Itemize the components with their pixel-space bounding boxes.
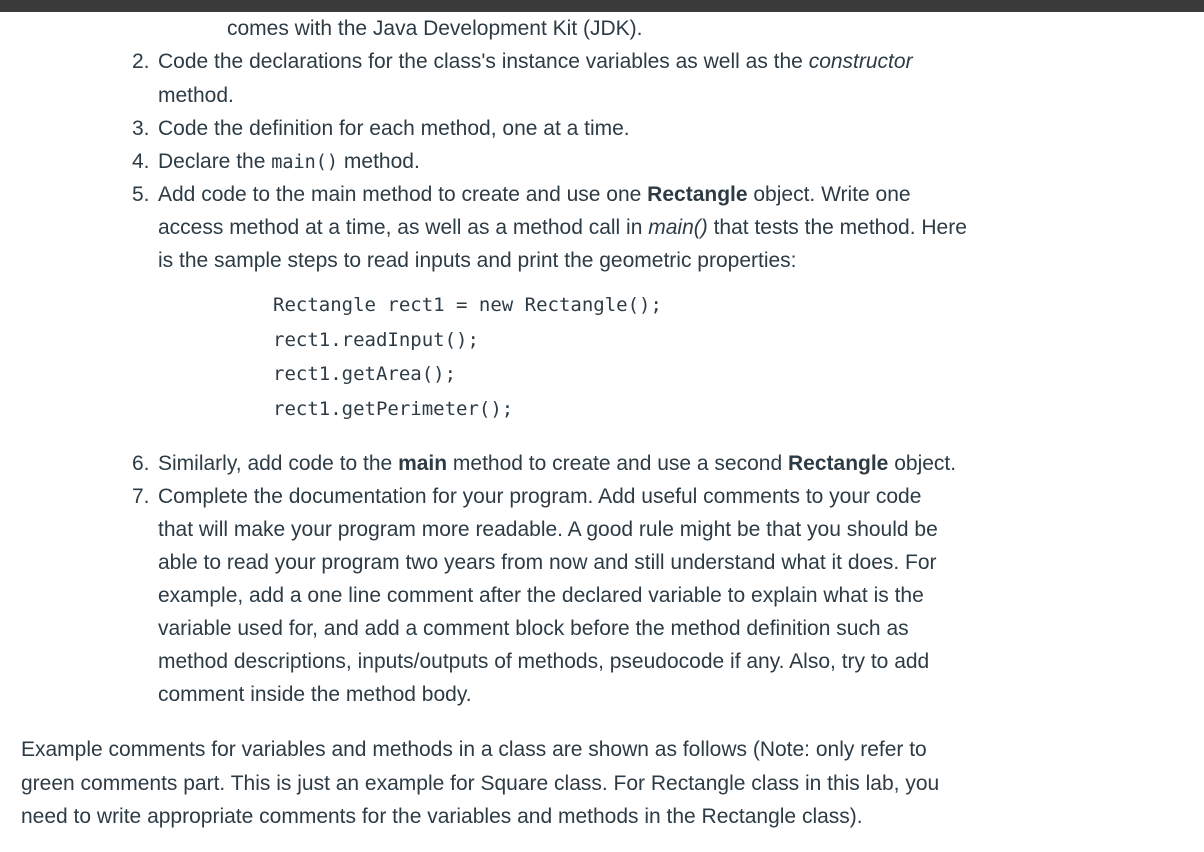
list-item-5-line-1	[158, 178, 911, 211]
list-item-5-text-post: object. Write one	[747, 183, 911, 206]
list-item-6-line-1	[158, 447, 956, 480]
list-item-7-line: example, add a one line comment after the declared variable to explain what is the	[158, 584, 924, 607]
code-line: Rectangle rect1 = new Rectangle();	[273, 294, 662, 316]
list-item-7-line: comment inside the method body.	[158, 683, 472, 706]
list-item-6-bold-rectangle: Rectangle	[788, 452, 889, 475]
top-bar	[0, 0, 1204, 12]
paragraph-line: need to write appropriate comments for the variables and methods in the Rectangle class).	[21, 805, 863, 828]
list-item-7-number: 7.	[132, 485, 150, 508]
code-line: rect1.getPerimeter();	[273, 398, 514, 420]
list-item-7-line: able to read your program two years from now and still understand what it does. For	[158, 551, 937, 574]
list-item-2-text: Code the declarations for the class's instance variables as well as the	[158, 50, 809, 73]
inline-code-main: main()	[271, 152, 339, 173]
list-item-2-line-2: method.	[158, 84, 234, 107]
list-item-7-line: method descriptions, inputs/outputs of methods, pseudocode if any. Also, try to add	[158, 650, 930, 673]
list-item-5-line-2-text: access method at a time, as well as a method call in	[158, 216, 649, 239]
list-item-5-text: Add code to the main method to create and use one	[158, 183, 648, 206]
list-item-2-line-1	[158, 45, 913, 78]
list-item-4-line-1	[158, 145, 420, 179]
list-item-5-line-2-text-post: that tests the method. Here	[707, 216, 967, 239]
list-item-2-number: 2.	[132, 50, 150, 73]
list-item-6-text-mid: method to create and use a second	[447, 452, 788, 475]
paragraph-line: green comments part. This is just an example for Square class. For Rectangle class in this lab, you	[21, 772, 940, 795]
list-item-1-continuation: comes with the Java Development Kit (JDK).	[227, 17, 643, 40]
list-item-4-text-pre: Declare the	[158, 150, 272, 173]
list-item-7-line: variable used for, and add a comment block before the method definition such as	[158, 617, 909, 640]
list-item-3-line-1: Code the definition for each method, one at a time.	[158, 117, 630, 140]
list-item-3-number: 3.	[132, 117, 150, 140]
list-item-4-number: 4.	[132, 150, 150, 173]
list-item-2-emphasis: constructor	[808, 50, 913, 73]
list-item-6-text-post: object.	[888, 452, 957, 475]
list-item-6-text-pre: Similarly, add code to the	[158, 452, 399, 475]
list-item-5-number: 5.	[132, 183, 150, 206]
list-item-6-number: 6.	[132, 452, 150, 475]
list-item-4-text-post: method.	[338, 150, 420, 173]
list-item-5-emphasis: main()	[648, 216, 708, 239]
list-item-6-bold-main: main	[398, 452, 448, 475]
list-item-5-bold: Rectangle	[647, 183, 748, 206]
list-item-7-line: Complete the documentation for your program. Add useful comments to your code	[158, 485, 922, 508]
list-item-7-line: that will make your program more readable. A good rule might be that you should be	[158, 518, 938, 541]
code-line: rect1.getArea();	[273, 363, 457, 385]
list-item-5-line-2	[158, 211, 967, 244]
list-item-5-line-3: is the sample steps to read inputs and print the geometric properties:	[158, 249, 797, 272]
paragraph-line: Example comments for variables and methods in a class are shown as follows (Note: only refer to	[21, 738, 927, 761]
code-line: rect1.readInput();	[273, 329, 479, 351]
